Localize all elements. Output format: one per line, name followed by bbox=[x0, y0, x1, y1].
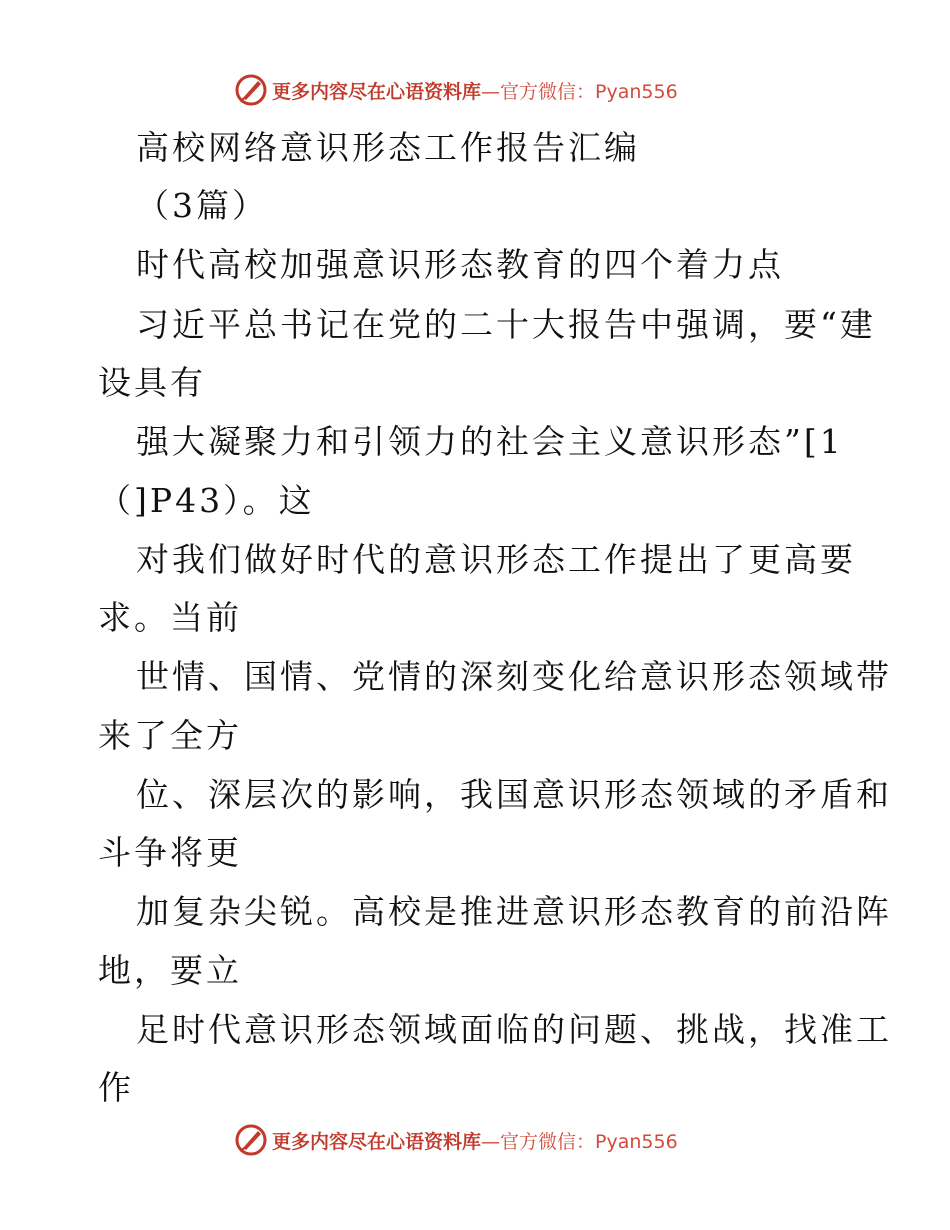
paragraph-line: 足时代意识形态领域面临的问题、挑战，找准工 bbox=[136, 1010, 892, 1049]
section-heading: 时代高校加强意识形态教育的四个着力点 bbox=[136, 245, 784, 284]
paragraph-line: 斗争将更 bbox=[98, 833, 242, 872]
paragraph-line: 位、深层次的影响，我国意识形态领域的矛盾和 bbox=[136, 775, 892, 814]
watermark-main-text: 更多内容尽在心语资料库 bbox=[272, 80, 482, 103]
paragraph-line: （]P43）。这 bbox=[98, 481, 315, 520]
paragraph-line: 习近平总书记在党的二十大报告中强调，要“建 bbox=[136, 305, 876, 344]
watermark-sub-text: —官方微信：Pyan556 bbox=[481, 1130, 678, 1153]
watermark-sub-text: —官方微信：Pyan556 bbox=[481, 80, 678, 103]
doc-title: 高校网络意识形态工作报告汇编 bbox=[136, 128, 640, 167]
paragraph-line: 世情、国情、党情的深刻变化给意识形态领域带 bbox=[136, 657, 892, 696]
paragraph-line: 加复杂尖锐。高校是推进意识形态教育的前沿阵 bbox=[136, 892, 892, 931]
paragraph-line: 求。当前 bbox=[98, 598, 242, 637]
watermark-footer bbox=[234, 1122, 678, 1158]
paragraph-line: 对我们做好时代的意识形态工作提出了更高要 bbox=[136, 540, 856, 579]
paragraph-line: 作 bbox=[98, 1068, 134, 1107]
watermark-main-text: 更多内容尽在心语资料库 bbox=[272, 1130, 482, 1153]
paragraph-line: 来了全方 bbox=[98, 716, 242, 755]
paragraph-line: 地，要立 bbox=[98, 951, 242, 990]
quill-logo-icon bbox=[234, 1123, 268, 1157]
paragraph-line: 设具有 bbox=[98, 363, 206, 402]
doc-subtitle: （3篇） bbox=[136, 186, 268, 225]
paragraph-line: 强大凝聚力和引领力的社会主义意识形态”[1 bbox=[136, 422, 844, 461]
